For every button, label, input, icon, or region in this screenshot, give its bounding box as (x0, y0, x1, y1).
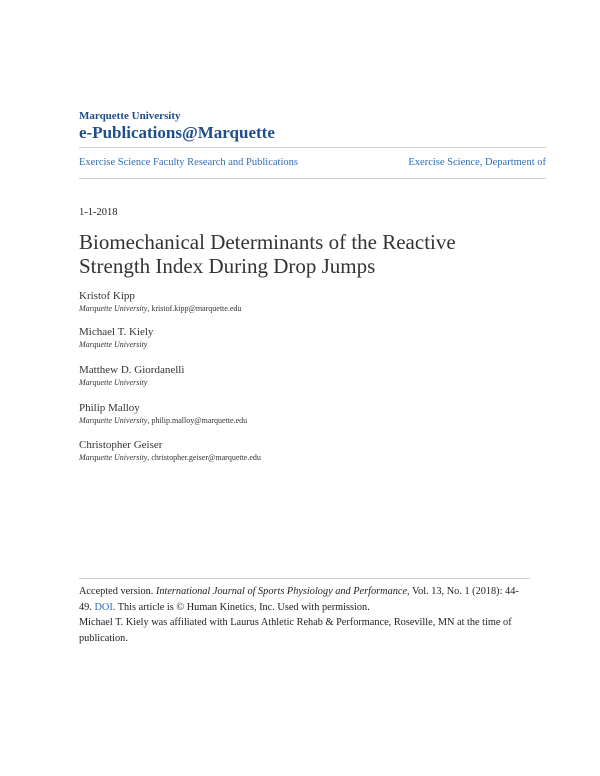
repository-name[interactable]: e-Publications@Marquette (79, 123, 275, 142)
citation-note (79, 584, 531, 646)
citation-prefix: Accepted version. (79, 586, 156, 597)
author-institution: Marquette University (79, 416, 148, 425)
author-entry (79, 325, 539, 350)
author-email: , kristof.kipp@marquette.edu (147, 304, 242, 313)
author-affiliation (79, 339, 539, 350)
citation-details: , Vol. 13, No. 1 (2018): 44-49. (79, 586, 519, 613)
author-affiliation (79, 452, 539, 463)
author-name: Matthew D. Giordanelli (79, 364, 185, 376)
nav-divider (79, 178, 546, 179)
author-name: Christopher Geiser (79, 439, 163, 451)
paper-title (79, 230, 539, 278)
author-entry (79, 438, 539, 463)
repository-header (79, 110, 275, 143)
citation-paragraph (79, 584, 531, 615)
author-email: , philip.malloy@marquette.edu (147, 416, 248, 425)
author-name: Kristof Kipp (79, 290, 135, 302)
paper-title-line1: Biomechanical Determinants of the Reactive (79, 230, 456, 254)
author-name: Michael T. Kiely (79, 326, 154, 338)
publication-date: 1-1-2018 (79, 207, 118, 218)
author-entry (79, 363, 539, 388)
author-institution: Marquette University (79, 453, 148, 462)
permission-statement: . This article is © Human Kinetics, Inc. Used with permission. (112, 601, 370, 613)
footer-divider (79, 578, 530, 579)
author-affiliation (79, 377, 539, 388)
author-email: , christopher.geiser@marquette.edu (147, 453, 261, 462)
author-entry (79, 401, 539, 426)
author-name: Philip Malloy (79, 402, 140, 414)
paper-title-line2: Strength Index During Drop Jumps (79, 254, 376, 278)
author-affiliation (79, 303, 539, 314)
collection-link[interactable]: Exercise Science Faculty Research and Publications (79, 157, 298, 168)
journal-name: International Journal of Sports Physiology and Performance (155, 586, 408, 597)
collection-nav (79, 157, 546, 171)
university-name[interactable]: Marquette University (79, 110, 181, 122)
author-institution: Marquette University (79, 304, 148, 313)
author-entry (79, 289, 539, 314)
affiliation-note: Michael T. Kiely was affiliated with Laurus Athletic Rehab & Performance, Roseville, MN at the time of publication. (79, 617, 512, 644)
author-affiliation (79, 415, 539, 426)
top-divider (79, 147, 546, 148)
author-institution: Marquette University (79, 340, 148, 349)
author-institution: Marquette University (79, 378, 148, 387)
department-link[interactable]: Exercise Science, Department of (408, 157, 546, 168)
doi-link[interactable]: DOI (94, 601, 113, 613)
